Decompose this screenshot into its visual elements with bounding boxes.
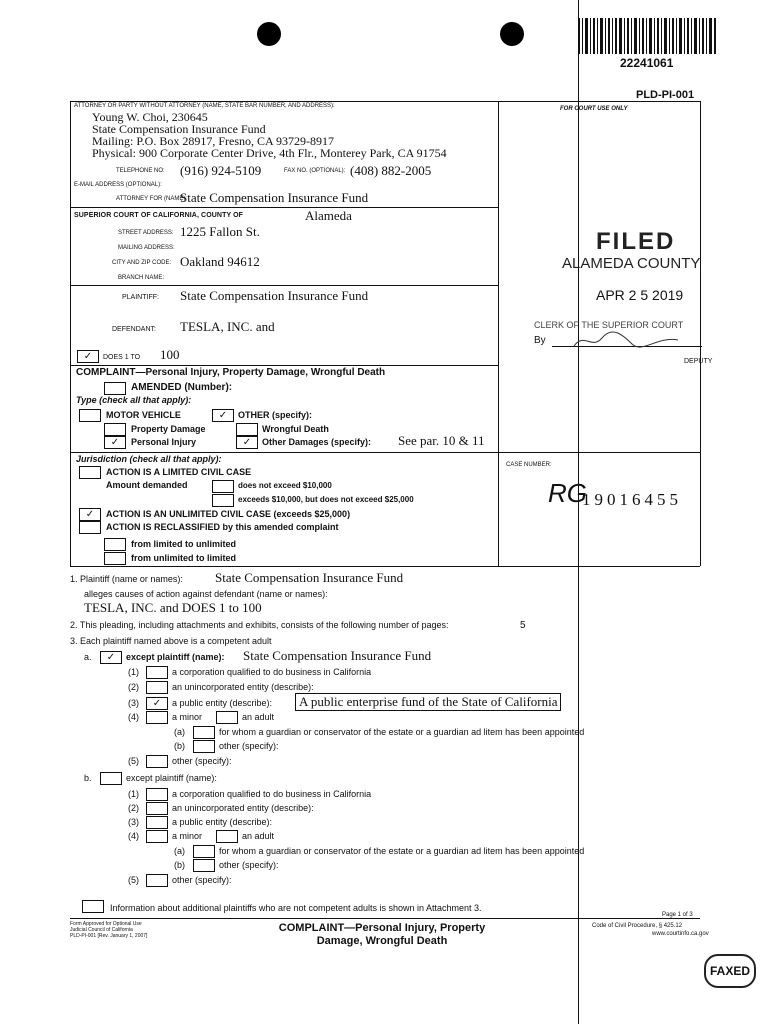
item-3b2-checkbox[interactable] (146, 802, 168, 815)
barcode-number: 22241061 (620, 56, 674, 70)
barcode-icon (578, 18, 718, 54)
item-3b-checkbox[interactable] (100, 772, 122, 785)
item-3a3-value: A public enterprise fund of the State of California (295, 693, 561, 711)
filed-date: APR 2 5 2019 (596, 287, 684, 303)
item-3a4b-checkbox[interactable] (193, 740, 215, 753)
item-3a1-checkbox[interactable] (146, 666, 168, 679)
footer-center (262, 922, 502, 948)
footer-rule (70, 918, 700, 919)
attorney-line: State Compensation Insurance Fund (92, 122, 266, 136)
not-exceed-label: does not exceed $10,000 (238, 481, 332, 490)
other-damages-checkbox[interactable]: ✓ (236, 436, 258, 449)
divider (70, 365, 498, 366)
hole-punch-dot-right (500, 22, 524, 46)
footer-title-line: COMPLAINT—Personal Injury, Property (278, 922, 486, 934)
code-reference: Code of Civil Procedure, § 425.12 (592, 923, 683, 929)
item-3b4b-checkbox[interactable] (193, 859, 215, 872)
item-3b4b-num: (b) (174, 860, 185, 870)
limited-case-checkbox[interactable] (79, 466, 101, 479)
item-3a4a-checkbox[interactable] (193, 726, 215, 739)
city-label: CITY AND ZIP CODE: (112, 260, 172, 266)
personal-injury-label: Personal Injury (131, 437, 197, 447)
item-3b1-checkbox[interactable] (146, 788, 168, 801)
attorney-line: Mailing: P.O. Box 28917, Fresno, CA 93729-8917 (92, 134, 335, 148)
item-3b5-checkbox[interactable] (146, 874, 168, 887)
amended-checkbox[interactable] (104, 382, 126, 395)
defendant-label: DEFENDANT: (112, 326, 156, 333)
personal-injury-checkbox[interactable]: ✓ (104, 436, 126, 449)
item-3a4-checkbox[interactable] (146, 711, 168, 724)
exceeds-label: exceeds $10,000, but does not exceed $25,000 (238, 495, 414, 504)
to-limited-label: from unlimited to limited (131, 553, 236, 563)
item-3a4a-label: for whom a guardian or conservator of the estate or a guardian ad litem has been appointed (219, 727, 585, 737)
item-3a4-adult-checkbox[interactable] (216, 711, 238, 724)
item-1-value: State Compensation Insurance Fund (215, 570, 404, 585)
divider (70, 207, 498, 208)
exceeds-checkbox[interactable] (212, 494, 234, 507)
hole-punch-dot-left (257, 22, 281, 46)
court-use-label: FOR COURT USE ONLY (560, 106, 628, 112)
item-3a1-label: a corporation qualified to do business in California (172, 667, 372, 677)
item-3b1-label: a corporation qualified to do business in California (172, 789, 372, 799)
clerk-signature-icon (572, 330, 682, 352)
item-3a4b-num: (b) (174, 741, 185, 751)
item-3a2-num: (2) (128, 682, 139, 692)
amended-label: AMENDED (Number): (131, 382, 233, 393)
case-number-initials: RG (548, 478, 587, 508)
filed-county: ALAMEDA COUNTY (562, 255, 701, 272)
item-3a-except: except plaintiff (name): (126, 652, 225, 662)
item-3b2-num: (2) (128, 803, 139, 813)
fold-line (578, 0, 579, 1024)
item-1-label: 1. Plaintiff (name or names): (70, 574, 183, 584)
item-3b4-adult-checkbox[interactable] (216, 830, 238, 843)
attorney-for-value: State Compensation Insurance Fund (180, 190, 369, 205)
property-damage-checkbox[interactable] (104, 423, 126, 436)
other-type-label: OTHER (specify): (238, 410, 313, 420)
item-3b5-num: (5) (128, 875, 139, 885)
branch-label: BRANCH NAME: (118, 275, 165, 281)
item-3a2-label: an unincorporated entity (describe): (172, 682, 314, 692)
form-left-border (70, 101, 71, 566)
footer-left-line: Judicial Council of California (70, 927, 133, 933)
item-1-alleges: alleges causes of action against defendant (name or names): (84, 589, 328, 599)
plaintiff-label: PLAINTIFF: (122, 294, 159, 301)
item-3a5-checkbox[interactable] (146, 755, 168, 768)
attorney-block (92, 111, 447, 159)
item-3b3-label: a public entity (describe): (172, 817, 273, 827)
footer-left-line: PLD-PI-001 [Rev. January 1, 2007] (70, 933, 148, 939)
email-label: E-MAIL ADDRESS (OPTIONAL): (74, 182, 162, 188)
to-unlimited-checkbox[interactable] (104, 538, 126, 551)
street-value: 1225 Fallon St. (180, 224, 260, 239)
to-limited-checkbox[interactable] (104, 552, 126, 565)
unlimited-case-label: ACTION IS AN UNLIMITED CIVIL CASE (exceeds $25,000) (106, 509, 351, 519)
item-3a5-num: (5) (128, 756, 139, 766)
defendant-value: TESLA, INC. and (180, 319, 275, 334)
item-2-value: 5 (520, 620, 526, 631)
mailing-label: MAILING ADDRESS: (118, 245, 175, 251)
to-unlimited-label: from limited to unlimited (131, 539, 236, 549)
item-3a-label: a. (84, 652, 92, 662)
item-3b4a-label: for whom a guardian or conservator of the estate or a guardian ad litem has been appointed (219, 846, 585, 856)
divider (70, 285, 498, 286)
does-value: 100 (160, 347, 180, 362)
does-checkbox[interactable]: ✓ (77, 350, 99, 363)
additional-info-checkbox[interactable] (82, 900, 104, 913)
item-3a4-minor: a minor (172, 712, 203, 722)
attorney-line: Physical: 900 Corporate Center Drive, 4th Flr., Monterey Park, CA 91754 (92, 146, 447, 160)
item-3b3-checkbox[interactable] (146, 816, 168, 829)
by-text: By (534, 335, 546, 346)
item-3b4-minor: a minor (172, 831, 203, 841)
form-right-border (700, 101, 701, 566)
item-3b4-num: (4) (128, 831, 139, 841)
wrongful-death-label: Wrongful Death (262, 424, 329, 434)
page-number: Page 1 of 3 (662, 912, 693, 918)
attorney-for-label: ATTORNEY FOR (NAME): (116, 196, 188, 202)
item-3a5-label: other (specify): (172, 756, 232, 766)
additional-info-label: Information about additional plaintiffs who are not competent adults is shown in Attachment 3. (110, 903, 482, 913)
does-label: DOES 1 TO (103, 354, 141, 361)
court-use-divider (498, 101, 499, 566)
footer-left-line: Form Approved for Optional Use (70, 921, 142, 927)
plaintiff-value: State Compensation Insurance Fund (180, 288, 369, 303)
item-3b-except: except plaintiff (name): (126, 773, 217, 783)
attorney-label: ATTORNEY OR PARTY WITHOUT ATTORNEY (NAME, STATE BAR NUMBER, AND ADDRESS): (74, 103, 335, 109)
item-1-defendants: TESLA, INC. and DOES 1 to 100 (84, 600, 262, 615)
amount-demanded-label: Amount demanded (106, 480, 188, 490)
divider (70, 452, 700, 453)
item-3a4a-num: (a) (174, 727, 185, 737)
item-3b4a-checkbox[interactable] (193, 845, 215, 858)
reclassified-checkbox[interactable] (79, 521, 101, 534)
item-3a1-num: (1) (128, 667, 139, 677)
item-3b5-label: other (specify): (172, 875, 232, 885)
item-3a4-adult: an adult (242, 712, 275, 722)
court-county: Alameda (305, 208, 352, 223)
street-label: STREET ADDRESS: (118, 230, 174, 236)
form-number: PLD-PI-001 (636, 89, 695, 101)
item-3b-label: b. (84, 773, 92, 783)
item-3-label: 3. Each plaintiff named above is a competent adult (70, 636, 272, 646)
city-value: Oakland 94612 (180, 254, 260, 269)
wrongful-death-checkbox[interactable] (236, 423, 258, 436)
motor-vehicle-checkbox[interactable] (79, 409, 101, 422)
item-3a4b-label: other (specify): (219, 741, 279, 751)
not-exceed-checkbox[interactable] (212, 480, 234, 493)
deputy-text: DEPUTY (684, 358, 713, 365)
footer-left (70, 921, 147, 939)
court-website: www.courtinfo.ca.gov (652, 931, 709, 937)
telephone-label: TELEPHONE NO: (116, 168, 165, 174)
item-3a2-checkbox[interactable] (146, 681, 168, 694)
item-3a-value: State Compensation Insurance Fund (243, 648, 432, 663)
case-number-value: 19016455 (582, 490, 682, 509)
reclassified-label: ACTION IS RECLASSIFIED by this amended complaint (106, 522, 339, 532)
clerk-text: CLERK OF THE SUPERIOR COURT (534, 320, 684, 330)
item-3a4-num: (4) (128, 712, 139, 722)
item-3a3-label: a public entity (describe): (172, 698, 273, 708)
telephone-value: (916) 924-5109 (180, 163, 262, 178)
form-bottom-border (70, 566, 700, 567)
jurisdiction-label: Jurisdiction (check all that apply): (76, 454, 222, 464)
court-label: SUPERIOR COURT OF CALIFORNIA, COUNTY OF (74, 212, 244, 219)
item-3b4-checkbox[interactable] (146, 830, 168, 843)
other-type-checkbox[interactable]: ✓ (212, 409, 234, 422)
motor-vehicle-label: MOTOR VEHICLE (106, 410, 181, 420)
item-2-label: 2. This pleading, including attachments and exhibits, consists of the following number of pages: (70, 620, 449, 630)
attorney-line: Young W. Choi, 230645 (92, 110, 208, 124)
footer-title-line: Damage, Wrongful Death (316, 935, 448, 947)
unlimited-case-checkbox[interactable]: ✓ (79, 508, 101, 521)
item-3b4a-num: (a) (174, 846, 185, 856)
item-3b3-num: (3) (128, 817, 139, 827)
fax-value: (408) 882-2005 (350, 163, 432, 178)
other-damages-label: Other Damages (specify): (262, 437, 372, 447)
type-label: Type (check all that apply): (76, 395, 192, 405)
form-top-border (70, 101, 700, 102)
item-3b4b-label: other (specify): (219, 860, 279, 870)
property-damage-label: Property Damage (131, 424, 206, 434)
filed-stamp: FILED (596, 228, 676, 255)
item-3a-checkbox[interactable]: ✓ (100, 651, 122, 664)
fax-label: FAX NO. (OPTIONAL): (284, 168, 346, 174)
other-damages-value: See par. 10 & 11 (398, 433, 485, 448)
item-3b1-num: (1) (128, 789, 139, 799)
complaint-title: COMPLAINT—Personal Injury, Property Damage, Wrongful Death (76, 367, 386, 378)
faxed-stamp: FAXED (704, 954, 756, 988)
limited-case-label: ACTION IS A LIMITED CIVIL CASE (106, 467, 252, 477)
item-3a3-checkbox[interactable]: ✓ (146, 697, 168, 710)
item-3b2-label: an unincorporated entity (describe): (172, 803, 314, 813)
case-number-label: CASE NUMBER: (506, 462, 552, 468)
item-3a3-num: (3) (128, 698, 139, 708)
item-3b4-adult: an adult (242, 831, 275, 841)
